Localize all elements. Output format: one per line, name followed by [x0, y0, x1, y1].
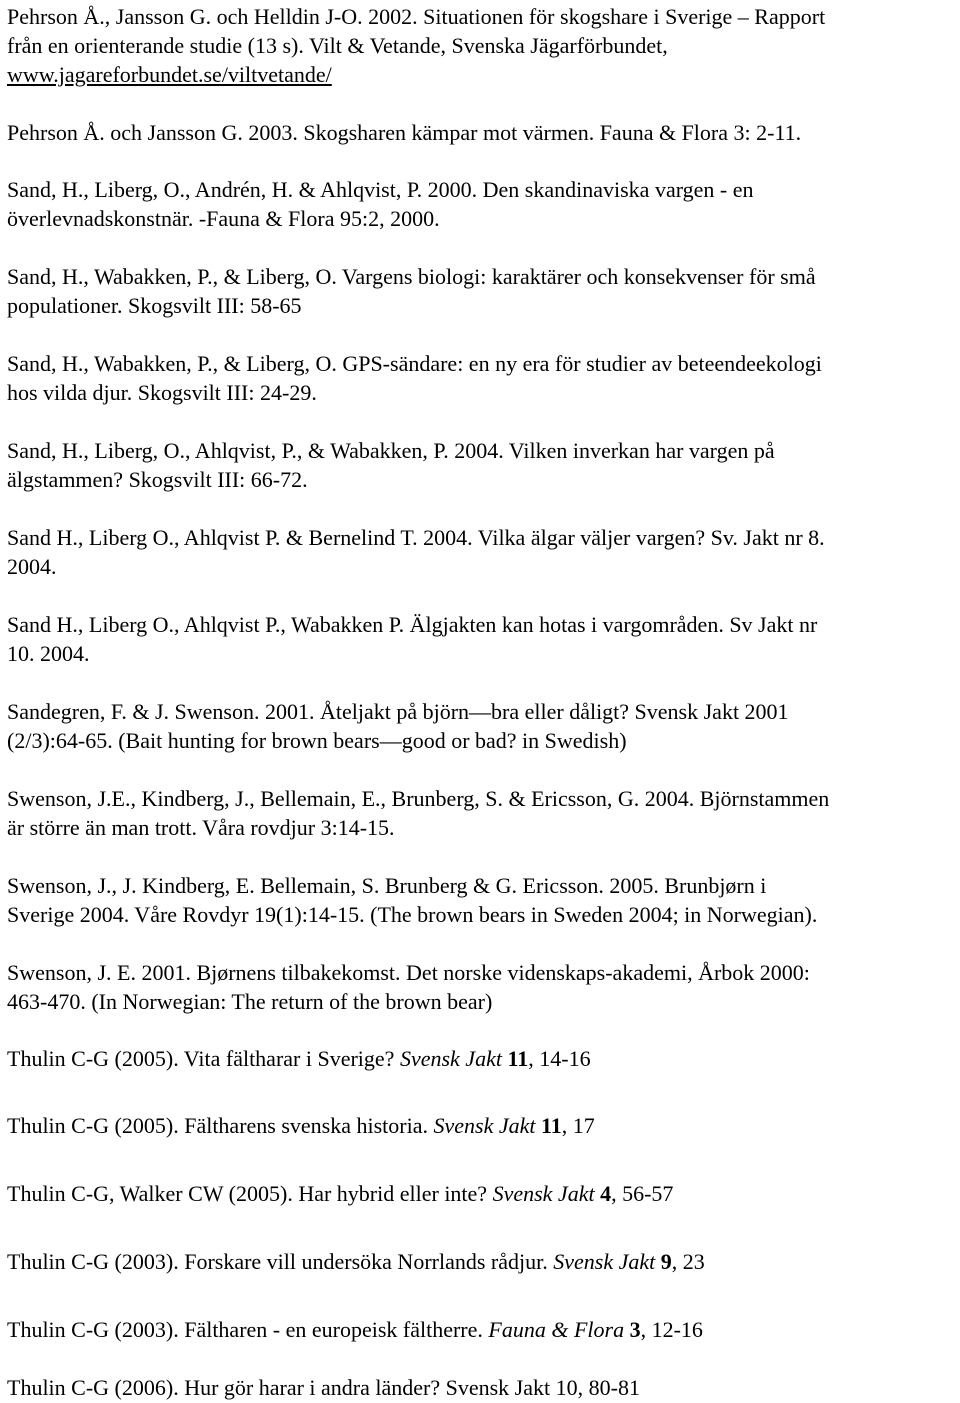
reference-line: 2004.	[7, 554, 57, 579]
reference-text: Thulin C-G (2005). Vita fältharar i Sverige?	[7, 1046, 400, 1071]
volume-number: 3	[629, 1317, 641, 1342]
reference-entry	[7, 1179, 957, 1208]
reference-text: Thulin C-G (2003). Fältharen - en europeisk fältherre.	[7, 1317, 489, 1342]
reference-line: Sand H., Liberg O., Ahlqvist P., Wabakken P. Älgjakten kan hotas i vargområden. Sv Jakt nr	[7, 612, 818, 637]
journal-name: Svensk Jakt	[492, 1181, 595, 1206]
reference-entry	[7, 1111, 957, 1140]
reference-line: Swenson, J.E., Kindberg, J., Bellemain, E., Brunberg, S. & Ericsson, G. 2004. Björnstammen	[7, 786, 830, 811]
reference-entry	[7, 697, 957, 755]
reference-pages: , 56-57	[611, 1181, 674, 1206]
reference-entry	[7, 349, 957, 407]
reference-entry	[7, 1247, 957, 1276]
reference-entry	[7, 1373, 957, 1402]
volume-number: 11	[541, 1113, 562, 1138]
reference-pages: , 23	[671, 1249, 705, 1274]
reference-line: Pehrson Å., Jansson G. och Helldin J-O. 2002. Situationen för skogshare i Sverige – Rapport	[7, 4, 826, 29]
reference-line: Sand, H., Liberg, O., Andrén, H. & Ahlqvist, P. 2000. Den skandinaviska vargen - en	[7, 177, 754, 202]
reference-pages: , 12-16	[640, 1317, 703, 1342]
reference-text: Thulin C-G (2003). Forskare vill undersöka Norrlands rådjur.	[7, 1249, 554, 1274]
reference-entry	[7, 2, 957, 89]
reference-line: är större än man trott. Våra rovdjur 3:14-15.	[7, 815, 395, 840]
reference-entry	[7, 871, 957, 929]
reference-line: överlevnadskonstnär. -Fauna & Flora 95:2, 2000.	[7, 206, 440, 231]
reference-entry	[7, 610, 957, 668]
reference-line: (2/3):64-65. (Bait hunting for brown bears—good or bad? in Swedish)	[7, 728, 627, 753]
reference-line: Sand H., Liberg O., Ahlqvist P. & Bernelind T. 2004. Vilka älgar väljer vargen? Sv. Jakt nr 8.	[7, 525, 825, 550]
reference-entry	[7, 118, 957, 147]
reference-text: Thulin C-G (2005). Fältharens svenska historia.	[7, 1113, 434, 1138]
reference-line: populationer. Skogsvilt III: 58-65	[7, 293, 302, 318]
reference-entry	[7, 436, 957, 494]
volume-number: 9	[660, 1249, 672, 1274]
journal-name: Svensk Jakt	[433, 1113, 536, 1138]
reference-entry	[7, 1044, 957, 1073]
reference-line: hos vilda djur. Skogsvilt III: 24-29.	[7, 380, 317, 405]
reference-line: Sandegren, F. & J. Swenson. 2001. Åteljakt på björn—bra eller dåligt? Svensk Jakt 2001	[7, 699, 789, 724]
reference-line: Thulin C-G (2006). Hur gör harar i andra länder? Svensk Jakt 10, 80-81	[7, 1375, 640, 1400]
reference-line: Sand, H., Liberg, O., Ahlqvist, P., & Wabakken, P. 2004. Vilken inverkan har vargen på	[7, 438, 775, 463]
volume-number: 11	[507, 1046, 529, 1071]
reference-line: 10. 2004.	[7, 641, 90, 666]
reference-line: Swenson, J., J. Kindberg, E. Bellemain, S. Brunberg & G. Ericsson. 2005. Brunbjørn i	[7, 873, 767, 898]
reference-entry	[7, 175, 957, 233]
reference-line: 463-470. (In Norwegian: The return of the brown bear)	[7, 989, 493, 1014]
journal-name: Svensk Jakt	[553, 1249, 656, 1274]
reference-entry	[7, 958, 957, 1016]
reference-line: älgstammen? Skogsvilt III: 66-72.	[7, 467, 308, 492]
reference-line: Sverige 2004. Våre Rovdyr 19(1):14-15. (The brown bears in Sweden 2004; in Norwegian).	[7, 902, 818, 927]
reference-entry	[7, 262, 957, 320]
reference-pages: , 14-16	[528, 1046, 591, 1071]
reference-entry	[7, 784, 957, 842]
reference-line: Sand, H., Wabakken, P., & Liberg, O. Vargens biologi: karaktärer och konsekvenser för små	[7, 264, 816, 289]
reference-line: Swenson, J. E. 2001. Bjørnens tilbakekomst. Det norske videnskaps-akademi, Årbok 2000:	[7, 960, 810, 985]
reference-pages: , 17	[561, 1113, 595, 1138]
reference-line: Pehrson Å. och Jansson G. 2003. Skogsharen kämpar mot värmen. Fauna & Flora 3: 2-11.	[7, 120, 802, 145]
reference-link[interactable]: www.jagareforbundet.se/viltvetande/	[7, 62, 332, 87]
volume-number: 4	[600, 1181, 612, 1206]
journal-name: Svensk Jakt	[399, 1046, 502, 1071]
journal-name: Fauna & Flora	[488, 1317, 625, 1342]
reference-entry	[7, 523, 957, 581]
reference-entry	[7, 1315, 957, 1344]
reference-line: Sand, H., Wabakken, P., & Liberg, O. GPS-sändare: en ny era för studier av beteendeekologi	[7, 351, 822, 376]
reference-text: Thulin C-G, Walker CW (2005). Har hybrid eller inte?	[7, 1181, 493, 1206]
reference-line: från en orienterande studie (13 s). Vilt & Vetande, Svenska Jägarförbundet,	[7, 33, 668, 58]
